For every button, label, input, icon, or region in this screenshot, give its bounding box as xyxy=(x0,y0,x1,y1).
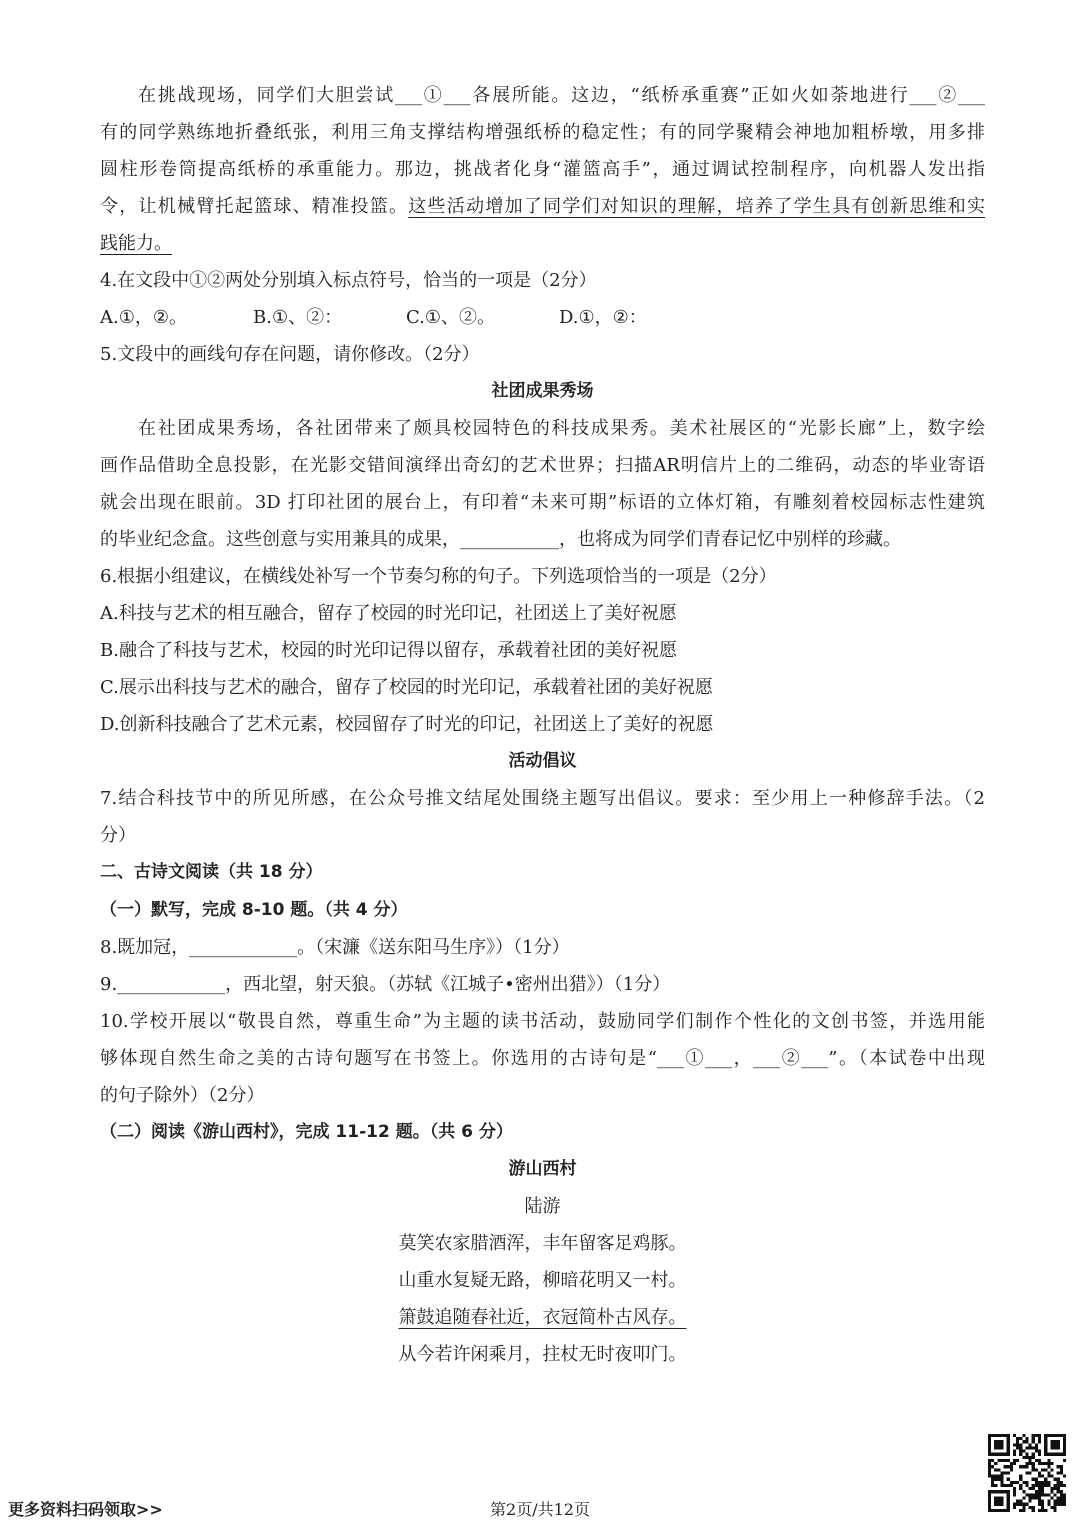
option-a: A.科技与艺术的相互融合，留存了校园的时光印记，社团送上了美好祝愿 xyxy=(100,603,677,625)
poem-line xyxy=(100,1225,985,1262)
poem-title: 游山西村 xyxy=(508,1158,577,1179)
option-b: B.①、②： xyxy=(253,306,343,328)
question-4-stem: 4.在文段中①②两处分别填入标点符号，恰当的一项是（2分） xyxy=(100,269,597,291)
section-heading-initiative: 活动倡议 xyxy=(508,751,577,772)
poem-line-text: 从今若许闲乘月，拄杖无时夜叩门。 xyxy=(398,1344,687,1366)
club-paragraph-line: 画作品借助全息投影，在光影交错间演绎出奇幻的艺术世界；扫描AR明信片上的二维码，动态的毕业寄语 xyxy=(100,454,985,476)
question-7-line: 7.结合科技节中的所见所感，在公众号推文结尾处围绕主题写出倡议。要求：至少用上一种修辞手法。（2 xyxy=(100,788,985,810)
question-10-line: 够体现自然生命之美的古诗句题写在书签上。你选用的古诗句是“___①___，___②___”。（本试卷中出现 xyxy=(100,1047,985,1069)
option-c: C.①、②。 xyxy=(406,306,495,328)
page-number: 第2页/共12页 xyxy=(490,1500,590,1519)
poem-line-text: 莫笑农家腊酒浑，丰年留客足鸡豚。 xyxy=(398,1232,687,1254)
question-5-stem: 5.文段中的画线句存在问题，请你修改。（2分） xyxy=(100,343,480,365)
subsection-1-heading: （一）默写，完成 8-10 题。（共 4 分） xyxy=(100,899,408,920)
underlined-sentence: 践能力。 xyxy=(100,232,172,254)
club-paragraph-line: 就会出现在眼前。3D 打印社团的展台上，有印着“未来可期”标语的立体灯箱，有雕刻着校园标志性建筑 xyxy=(100,492,985,514)
poem-author: 陆游 xyxy=(524,1195,561,1217)
question-10-line: 的句子除外）（2分） xyxy=(100,1084,265,1106)
question-9: 9.____________，西北望，射天狼。（苏轼《江城子•密州出猎》）（1分） xyxy=(100,973,671,995)
question-10-line: 10.学校开展以“敬畏自然，尊重生命”为主题的读书活动，鼓励同学们制作个性化的文创书签，并选用能 xyxy=(100,1010,985,1032)
option-d: D.创新科技融合了艺术元素，校园留存了时光的印记，社团送上了美好的祝愿 xyxy=(100,714,714,736)
option-a: A.①，②。 xyxy=(100,306,187,328)
question-8: 8.既加冠，____________。（宋濂《送东阳马生序》）（1分） xyxy=(100,936,570,958)
passage-line: 圆柱形卷筒提高纸桥的承重能力。那边，挑战者化身“灌篮高手”，通过调试控制程序，向机器人发出指 xyxy=(100,158,985,180)
passage-line xyxy=(100,188,985,225)
poem-line-underlined: 箫鼓追随春社近，衣冠简朴古风存。 xyxy=(398,1307,687,1329)
passage-line-start: 令，让机械臂托起篮球、精准投篮。 xyxy=(100,195,409,217)
club-paragraph-line: 在社团成果秀场，各社团带来了颇具校园特色的科技成果秀。美术社展区的“光影长廊”上，数字绘 xyxy=(138,417,985,439)
option-c: C.展示出科技与艺术的融合，留存了校园的时光印记，承载着社团的美好祝愿 xyxy=(100,677,713,699)
question-7-line: 分） xyxy=(100,825,136,847)
option-d: D.①，②： xyxy=(559,306,647,328)
underlined-sentence: 这些活动增加了同学们对知识的理解，培养了学生具有创新思维和实 xyxy=(408,195,985,217)
poem-line xyxy=(100,1262,985,1299)
qr-code-icon xyxy=(988,1434,1066,1512)
footer-promo-text: 更多资料扫码领取>> xyxy=(8,1500,163,1519)
poem-line xyxy=(100,1336,985,1373)
passage-line: 有的同学熟练地折叠纸张，利用三角支撑结构增强纸桥的稳定性；有的同学聚精会神地加粗桥墩，用多排 xyxy=(100,121,985,143)
club-paragraph-line: 的毕业纪念盒。这些创意与实用兼具的成果，___________，也将成为同学们青春记忆中别样的珍藏。 xyxy=(100,529,901,551)
section-heading-club: 社团成果秀场 xyxy=(491,380,594,401)
poem-line-text: 山重水复疑无路，柳暗花明又一村。 xyxy=(398,1270,687,1291)
poem-line xyxy=(100,1299,985,1336)
exam-page-content xyxy=(100,77,985,1374)
passage-line xyxy=(100,225,985,262)
option-b: B.融合了科技与艺术，校园的时光印记得以留存，承载着社团的美好祝愿 xyxy=(100,640,677,662)
passage-line: 在挑战现场，同学们大胆尝试___①___各展所能。这边，“纸桥承重赛”正如火如荼地进行___②___ xyxy=(138,84,985,106)
subsection-2-heading: （二）阅读《游山西村》，完成 11-12 题。（共 6 分） xyxy=(100,1121,513,1142)
question-6-stem: 6.根据小组建议，在横线处补写一个节奏匀称的句子。下列选项恰当的一项是（2分） xyxy=(100,566,777,588)
part-2-heading: 二、古诗文阅读（共 18 分） xyxy=(100,862,323,883)
question-4-options xyxy=(100,299,985,336)
